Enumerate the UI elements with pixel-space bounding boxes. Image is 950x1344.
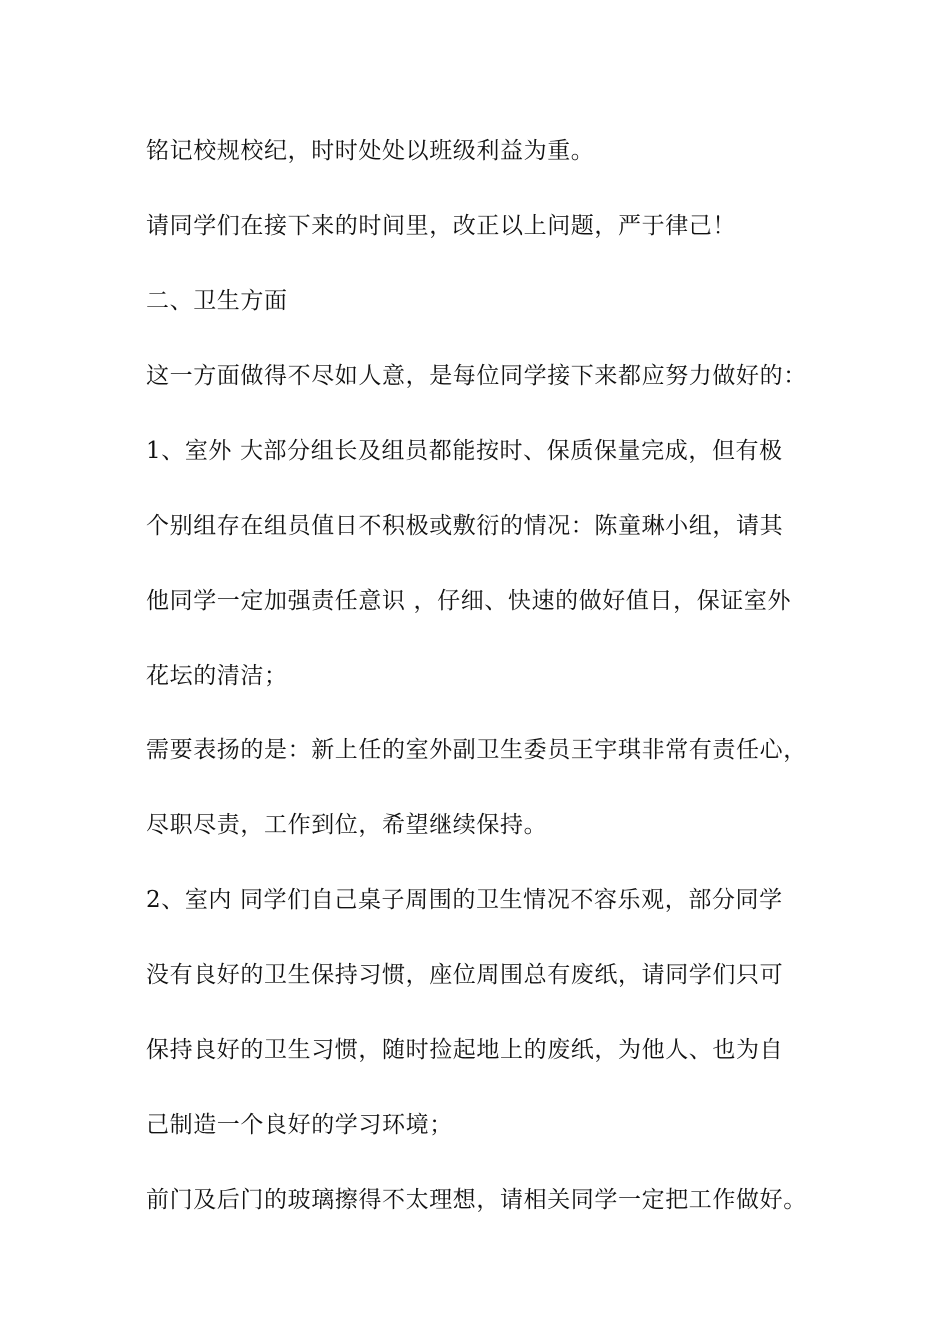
paragraph-line: 花坛的清洁； — [146, 663, 288, 689]
paragraph-line: 需要表扬的是：新上任的室外副卫生委员王宇琪非常有责任心， — [146, 737, 807, 763]
paragraph-line: 保持良好的卫生习惯，随时捡起地上的废纸，为他人、也为自 — [146, 1037, 784, 1063]
paragraph-line: 铭记校规校纪，时时处处以班级利益为重。 — [146, 138, 595, 164]
paragraph-line: 前门及后门的玻璃擦得不太理想，请相关同学一定把工作做好。 — [146, 1187, 807, 1213]
paragraph-line: 2、室内 同学们自己桌子周围的卫生情况不容乐观，部分同学 — [146, 887, 783, 913]
paragraph-line: 他同学一定加强责任意识 ，仔细、快速的做好值日，保证室外 — [146, 588, 792, 614]
paragraph-line: 没有良好的卫生保持习惯，座位周围总有废纸，请同学们只可 — [146, 962, 784, 988]
paragraph-line: 请同学们在接下来的时间里，改正以上问题，严于律己！ — [146, 213, 736, 239]
paragraph-line: 1、室外 大部分组长及组员都能按时、保质保量完成，但有极 — [146, 438, 783, 464]
section-heading: 二、卫生方面 — [146, 288, 288, 314]
paragraph-line: 己制造一个良好的学习环境； — [146, 1112, 453, 1138]
paragraph-line: 尽职尽责，工作到位，希望继续保持。 — [146, 812, 548, 838]
paragraph-line: 个别组存在组员值日不积极或敷衍的情况：陈童琳小组，请其 — [146, 513, 784, 539]
paragraph-line: 这一方面做得不尽如人意，是每位同学接下来都应努力做好的： — [146, 363, 807, 389]
